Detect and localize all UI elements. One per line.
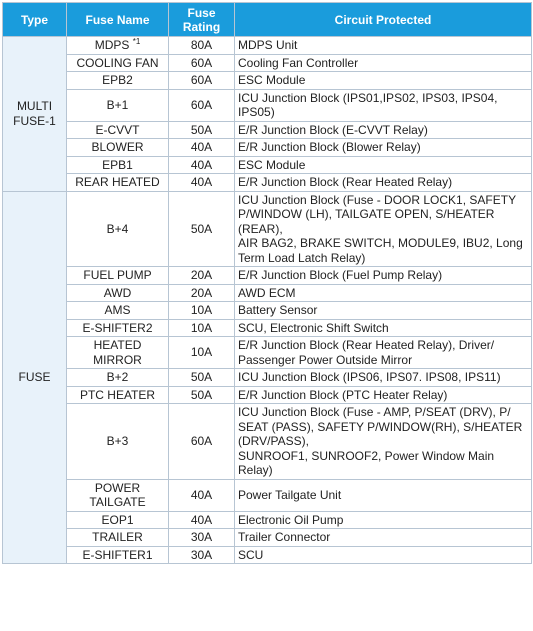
fuse-rating-cell: 50A [169, 191, 235, 267]
fuse-name: TRAILER [92, 530, 143, 544]
circuit-cell: AWD ECM [235, 284, 532, 302]
fuse-name-cell [67, 546, 169, 564]
circuit-cell: ESC Module [235, 72, 532, 90]
fuse-rating-cell: 20A [169, 284, 235, 302]
table-row [3, 121, 532, 139]
fuse-name-cell [67, 479, 169, 511]
fuse-name-cell [67, 121, 169, 139]
fuse-name: FUEL PUMP [83, 268, 152, 282]
header-circuit: Circuit Protected [235, 3, 532, 37]
header-fuse-rating: Fuse Rating [169, 3, 235, 37]
circuit-cell: SCU, Electronic Shift Switch [235, 319, 532, 337]
header-fuse-name: Fuse Name [67, 3, 169, 37]
table-row [3, 337, 532, 369]
fuse-rating-cell: 60A [169, 404, 235, 480]
table-row [3, 37, 532, 55]
fuse-rating-cell: 20A [169, 267, 235, 285]
table-row [3, 72, 532, 90]
fuse-rating-cell: 30A [169, 546, 235, 564]
table-row [3, 386, 532, 404]
table-row [3, 404, 532, 480]
fuse-name-cell [67, 156, 169, 174]
table-row [3, 89, 532, 121]
circuit-cell: Cooling Fan Controller [235, 54, 532, 72]
table-row [3, 139, 532, 157]
fuse-name-cell [67, 369, 169, 387]
fuse-rating-cell: 40A [169, 156, 235, 174]
table-row [3, 511, 532, 529]
fuse-name-cell [67, 139, 169, 157]
circuit-cell: E/R Junction Block (Fuel Pump Relay) [235, 267, 532, 285]
circuit-cell: E/R Junction Block (PTC Heater Relay) [235, 386, 532, 404]
type-cell: MULTI FUSE-1 [3, 37, 67, 192]
circuit-cell: ICU Junction Block (IPS06, IPS07. IPS08, IPS11) [235, 369, 532, 387]
table-row [3, 319, 532, 337]
fuse-rating-cell: 40A [169, 139, 235, 157]
circuit-cell: E/R Junction Block (Rear Heated Relay), Driver/ Passenger Power Outside Mirror [235, 337, 532, 369]
table-row [3, 302, 532, 320]
fuse-name: BLOWER [91, 140, 144, 154]
fuse-rating-cell: 10A [169, 337, 235, 369]
fuse-rating-cell: 50A [169, 386, 235, 404]
circuit-cell: Power Tailgate Unit [235, 479, 532, 511]
circuit-cell: Electronic Oil Pump [235, 511, 532, 529]
fuse-name-cell [67, 404, 169, 480]
table-row [3, 369, 532, 387]
table-row [3, 267, 532, 285]
fuse-name: E-SHIFTER1 [82, 547, 153, 562]
fuse-name-cell [67, 302, 169, 320]
circuit-cell: ESC Module [235, 156, 532, 174]
circuit-cell: ICU Junction Block (Fuse - DOOR LOCK1, SAFETY P/WINDOW (LH), TAILGATE OPEN, S/HEATER (REAR), AIR BAG2, BRAKE SWITCH, MODULE9, IBU2, Long Term Load Latch Relay) [235, 191, 532, 267]
circuit-cell: MDPS Unit [235, 37, 532, 55]
circuit-cell: SCU [235, 546, 532, 564]
fuse-name: REAR HEATED [75, 175, 160, 189]
fuse-rating-cell: 40A [169, 511, 235, 529]
table-row [3, 479, 532, 511]
fuse-name: COOLING FAN [76, 55, 159, 70]
table-row [3, 546, 532, 564]
fuse-name: PTC HEATER [79, 387, 156, 402]
fuse-name: EPB2 [102, 73, 133, 87]
fuse-name-cell [67, 37, 169, 55]
fuse-name-cell [67, 54, 169, 72]
fuse-name: EOP1 [101, 512, 134, 527]
fuse-name-cell [67, 529, 169, 547]
fuse-rating-cell: 30A [169, 529, 235, 547]
fuse-rating-cell: 40A [169, 174, 235, 192]
fuse-name-cell [67, 89, 169, 121]
circuit-cell: E/R Junction Block (Blower Relay) [235, 139, 532, 157]
fuse-name: B+2 [106, 370, 129, 384]
circuit-cell: ICU Junction Block (Fuse - AMP, P/SEAT (DRV), P/ SEAT (PASS), SAFETY P/WINDOW(RH), S/HEATER (DRV/PASS), SUNROOF1, SUNROOF2, Power Window Main Relay) [235, 404, 532, 480]
fuse-name-cell [67, 72, 169, 90]
fuse-name-cell [67, 337, 169, 369]
type-cell: FUSE [3, 191, 67, 564]
fuse-rating-cell: 10A [169, 319, 235, 337]
fuse-name: AWD [103, 285, 132, 300]
fuse-name: E-CVVT [95, 122, 140, 137]
fuse-name: B+3 [106, 434, 129, 448]
table-header [3, 3, 532, 37]
table-row [3, 191, 532, 267]
fuse-table [2, 2, 532, 564]
table-row [3, 156, 532, 174]
circuit-cell: ICU Junction Block (IPS01,IPS02, IPS03, IPS04, IPS05) [235, 89, 532, 121]
fuse-name: HEATED MIRROR [93, 338, 142, 367]
table-row [3, 529, 532, 547]
header-row [3, 3, 532, 37]
fuse-rating-cell: 60A [169, 89, 235, 121]
fuse-name-cell [67, 267, 169, 285]
circuit-cell: E/R Junction Block (Rear Heated Relay) [235, 174, 532, 192]
fuse-name-cell [67, 284, 169, 302]
fuse-rating-cell: 50A [169, 121, 235, 139]
fuse-name: EPB1 [102, 157, 133, 172]
table-row [3, 174, 532, 192]
fuse-name: E-SHIFTER2 [82, 320, 153, 335]
fuse-name-cell [67, 386, 169, 404]
fuse-rating-cell: 50A [169, 369, 235, 387]
table-row [3, 54, 532, 72]
fuse-name: MDPS [94, 38, 130, 52]
fuse-name-cell [67, 174, 169, 192]
fuse-rating-cell: 10A [169, 302, 235, 320]
circuit-cell: Battery Sensor [235, 302, 532, 320]
table-body [3, 37, 532, 564]
fuse-rating-cell: 60A [169, 54, 235, 72]
fuse-name: AMS [104, 303, 131, 317]
fuse-name-cell [67, 511, 169, 529]
fuse-name: B+4 [106, 221, 129, 236]
fuse-rating-cell: 60A [169, 72, 235, 90]
circuit-cell: Trailer Connector [235, 529, 532, 547]
circuit-cell: E/R Junction Block (E-CVVT Relay) [235, 121, 532, 139]
header-type: Type [3, 3, 67, 37]
fuse-rating-cell: 40A [169, 479, 235, 511]
footnote-marker: *1 [132, 37, 141, 46]
fuse-name: POWER TAILGATE [89, 480, 146, 509]
table-row [3, 284, 532, 302]
fuse-rating-cell: 80A [169, 37, 235, 55]
fuse-name-cell [67, 191, 169, 267]
fuse-name: B+1 [106, 97, 129, 112]
fuse-name-cell [67, 319, 169, 337]
